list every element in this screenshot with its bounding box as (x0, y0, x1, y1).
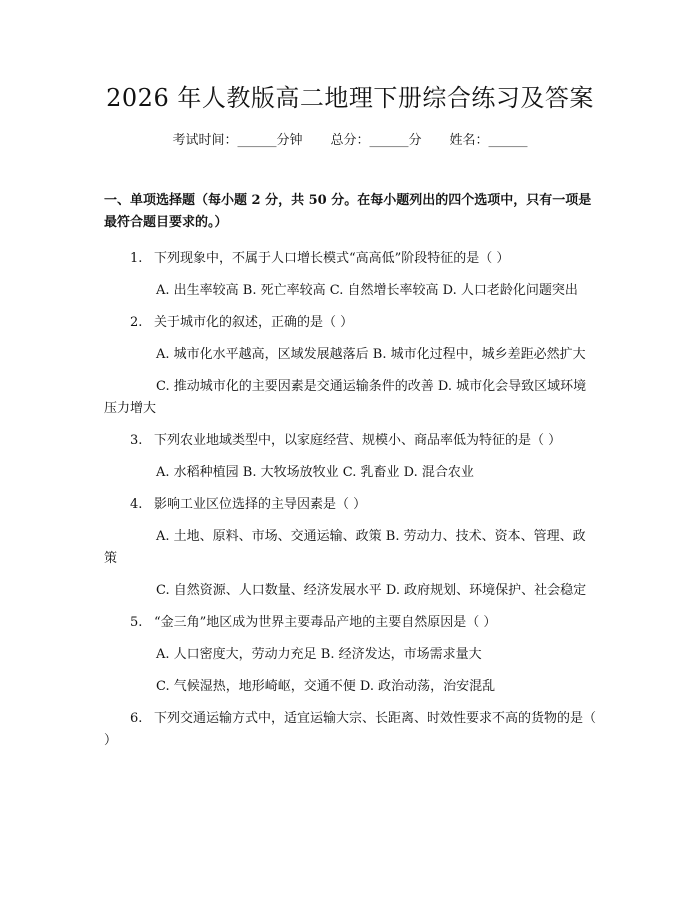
question-3 (104, 430, 598, 452)
question-2-options-cd: C. 推动城市化的主要因素是交通运输条件的改善 D. 城市化会导致区域环境压力增大 (104, 379, 587, 416)
question-6 (104, 708, 598, 752)
total-score-field: 总分：______分 (330, 133, 422, 148)
question-stem: 关于城市化的叙述，正确的是（ ） (154, 315, 354, 330)
question-4-options-cd: C. 自然资源、人口数量、经济发展水平 D. 政府规划、环境保护、社会稳定 (156, 583, 587, 598)
question-stem: “金三角”地区成为世界主要毒品产地的主要自然原因是（ ） (154, 615, 497, 630)
question-stem: 影响工业区位选择的主导因素是（ ） (154, 497, 367, 512)
question-number: 2. (130, 315, 143, 330)
question-number: 6. (130, 711, 143, 726)
question-1-options: A. 出生率较高 B. 死亡率较高 C. 自然增长率较高 D. 人口老龄化问题突出 (156, 283, 578, 298)
question-number: 4. (130, 497, 143, 512)
question-number: 1. (130, 251, 143, 266)
student-name-field: 姓名：______ (449, 133, 528, 148)
question-1 (104, 248, 598, 270)
section-heading: 一、单项选择题（每小题 2 分，共 50 分。在每小题列出的四个选项中，只有一项是最符合题目要求的。） (104, 193, 592, 230)
question-4-options-ab: A. 土地、原料、市场、交通运输、政策 B. 劳动力、技术、资本、管理、政策 (104, 529, 586, 566)
exam-info-line (0, 130, 700, 152)
question-5-options-ab: A. 人口密度大，劳动力充足 B. 经济发达，市场需求量大 (156, 647, 482, 662)
question-2-options-ab: A. 城市化水平越高，区域发展越落后 B. 城市化过程中，城乡差距必然扩大 (156, 347, 586, 362)
exam-content (104, 190, 598, 762)
question-stem: 下列现象中，不属于人口增长模式“高高低”阶段特征的是（ ） (154, 251, 510, 266)
exam-time-field: 考试时间：______分钟 (172, 133, 303, 148)
question-stem: 下列农业地域类型中，以家庭经营、规模小、商品率低为特征的是（ ） (154, 433, 562, 448)
question-5 (104, 612, 598, 634)
page-title: 2026 年人教版高二地理下册综合练习及答案 (106, 84, 594, 112)
question-2 (104, 312, 598, 334)
question-stem: 下列交通运输方式中，适宜运输大宗、长距离、时效性要求不高的货物的是（ ） (104, 711, 597, 748)
question-3-options: A. 水稻种植园 B. 大牧场放牧业 C. 乳畜业 D. 混合农业 (156, 465, 474, 480)
question-number: 3. (130, 433, 143, 448)
question-5-options-cd: C. 气候湿热，地形崎岖，交通不便 D. 政治动荡，治安混乱 (156, 679, 496, 694)
question-4 (104, 494, 598, 516)
question-number: 5. (130, 615, 143, 630)
